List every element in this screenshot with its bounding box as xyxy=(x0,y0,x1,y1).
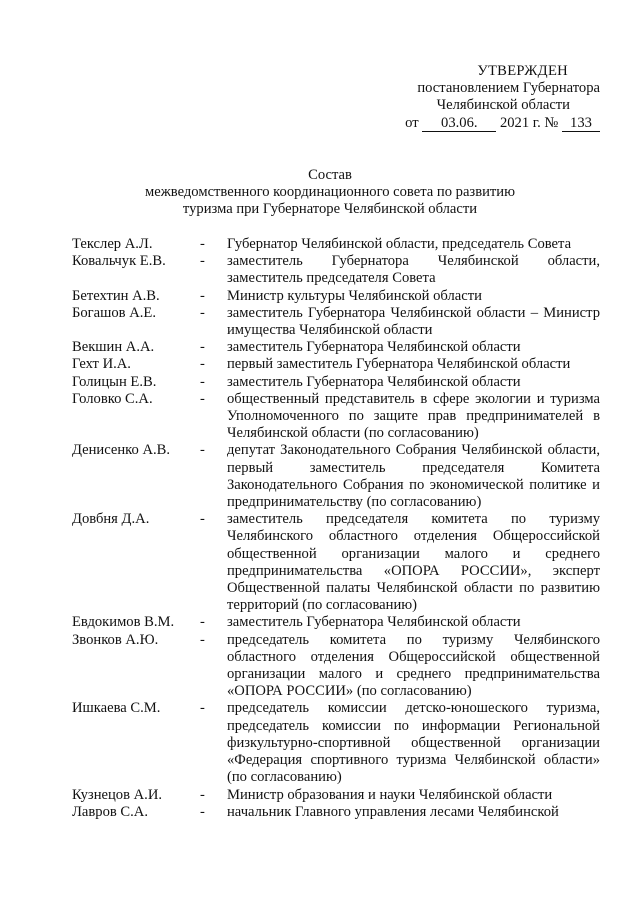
member-row xyxy=(72,442,600,511)
title-line-1: Состав xyxy=(308,167,352,183)
approval-date-line xyxy=(372,115,600,132)
approval-date-value: 03.06. xyxy=(422,116,496,132)
member-role: первый заместитель Губернатора Челябинской области xyxy=(227,356,571,373)
member-dash: - xyxy=(200,700,205,717)
member-name: Звонков А.Ю. xyxy=(72,631,159,648)
approval-date-prefix: от xyxy=(405,114,419,131)
member-dash: - xyxy=(200,236,205,252)
member-row xyxy=(72,614,600,631)
member-row xyxy=(72,253,600,287)
member-name: Довбня Д.А. xyxy=(72,511,150,528)
member-name: Денисенко А.В. xyxy=(72,442,171,459)
approval-number-value: 133 xyxy=(562,116,600,132)
member-role: заместитель Губернатора Челябинской области xyxy=(227,373,521,390)
member-role: председатель комитета по туризму Челябинского областного отделения Общероссийской общественной организации малого и среднего предпринимательства «ОПОРА РОССИИ» (по согласованию) xyxy=(227,631,600,700)
approval-year-text: 2021 г. № xyxy=(499,114,559,131)
member-role: заместитель Губернатора Челябинской области – Министр имущества Челябинской области xyxy=(227,304,600,339)
member-dash: - xyxy=(200,373,205,390)
member-name: Кузнецов А.И. xyxy=(72,786,163,803)
member-row xyxy=(72,305,600,339)
approval-decree-line: постановлением Губернатора xyxy=(417,80,600,97)
member-role: заместитель Губернатора Челябинской области xyxy=(227,614,521,631)
member-dash: - xyxy=(200,511,205,528)
member-role: заместитель председателя комитета по туризму Челябинского областного отделения Общероссийской общественной организации малого и среднего предпринимательства «ОПОРА РОССИИ», эксперт Общественной палаты Челябинской области по развитию территорий (по согласованию) xyxy=(227,511,600,614)
member-dash: - xyxy=(200,339,205,356)
member-dash: - xyxy=(200,631,205,648)
member-role: председатель комиссии детско-юношеского туризма, председатель комиссии по информации Региональной физкультурно-спортивной общественной организации «Федерация спортивного туризма Челябинской области» (по согласованию) xyxy=(227,700,600,786)
member-name: Ковальчук Е.В. xyxy=(72,253,166,270)
approval-region-line: Челябинской области xyxy=(436,97,570,114)
member-row xyxy=(72,356,600,373)
member-dash: - xyxy=(200,442,205,459)
member-row xyxy=(72,339,600,356)
members-list xyxy=(72,236,600,821)
member-role: депутат Законодательного Собрания Челябинской области, первый заместитель председателя Комитета Законодательного Собрания по экономической политике и предпринимательству (по согласованию) xyxy=(227,442,600,511)
member-dash: - xyxy=(200,253,205,270)
member-name: Текслер А.Л. xyxy=(72,236,153,252)
member-row xyxy=(72,374,600,391)
member-dash: - xyxy=(200,803,205,820)
title-line-3: туризма при Губернаторе Челябинской области xyxy=(182,201,478,218)
member-dash: - xyxy=(200,356,205,373)
member-role: Министр культуры Челябинской области xyxy=(227,287,482,304)
member-row xyxy=(72,288,600,305)
member-row xyxy=(72,511,600,614)
member-row xyxy=(72,632,600,701)
member-role: заместитель Губернатора Челябинской области xyxy=(227,339,521,356)
member-role: заместитель Губернатора Челябинской области, заместитель председателя Совета xyxy=(227,253,600,287)
member-dash: - xyxy=(200,614,205,631)
member-role: Губернатор Челябинской области, председатель Совета xyxy=(227,236,572,252)
member-name: Векшин А.А. xyxy=(72,339,155,356)
member-name: Лавров С.А. xyxy=(72,803,148,820)
member-row xyxy=(72,804,600,821)
member-name: Головко С.А. xyxy=(72,390,153,407)
member-row xyxy=(72,700,600,786)
member-name: Евдокимов В.М. xyxy=(72,614,175,631)
member-dash: - xyxy=(200,786,205,803)
member-role: начальник Главного управления лесами Челябинской xyxy=(227,803,559,820)
member-row xyxy=(72,236,600,253)
member-role: Министр образования и науки Челябинской области xyxy=(227,786,553,803)
member-name: Голицын Е.В. xyxy=(72,373,157,390)
title-line-2: межведомственного координационного совета по развитию xyxy=(145,184,515,201)
member-role: общественный представитель в сфере экологии и туризма Уполномоченного по защите прав предпринимателей в Челябинской области (по согласованию) xyxy=(227,390,600,442)
member-dash: - xyxy=(200,287,205,304)
document-title xyxy=(60,167,600,219)
member-row xyxy=(72,391,600,443)
member-name: Богашов А.Е. xyxy=(72,304,156,321)
member-name: Гехт И.А. xyxy=(72,356,131,373)
member-name: Ишкаева С.М. xyxy=(72,700,161,717)
approval-block xyxy=(372,63,600,132)
approval-heading: УТВЕРЖДЕН xyxy=(477,63,568,79)
member-dash: - xyxy=(200,390,205,407)
member-dash: - xyxy=(200,304,205,321)
member-row xyxy=(72,787,600,804)
member-name: Бетехтин А.В. xyxy=(72,287,160,304)
